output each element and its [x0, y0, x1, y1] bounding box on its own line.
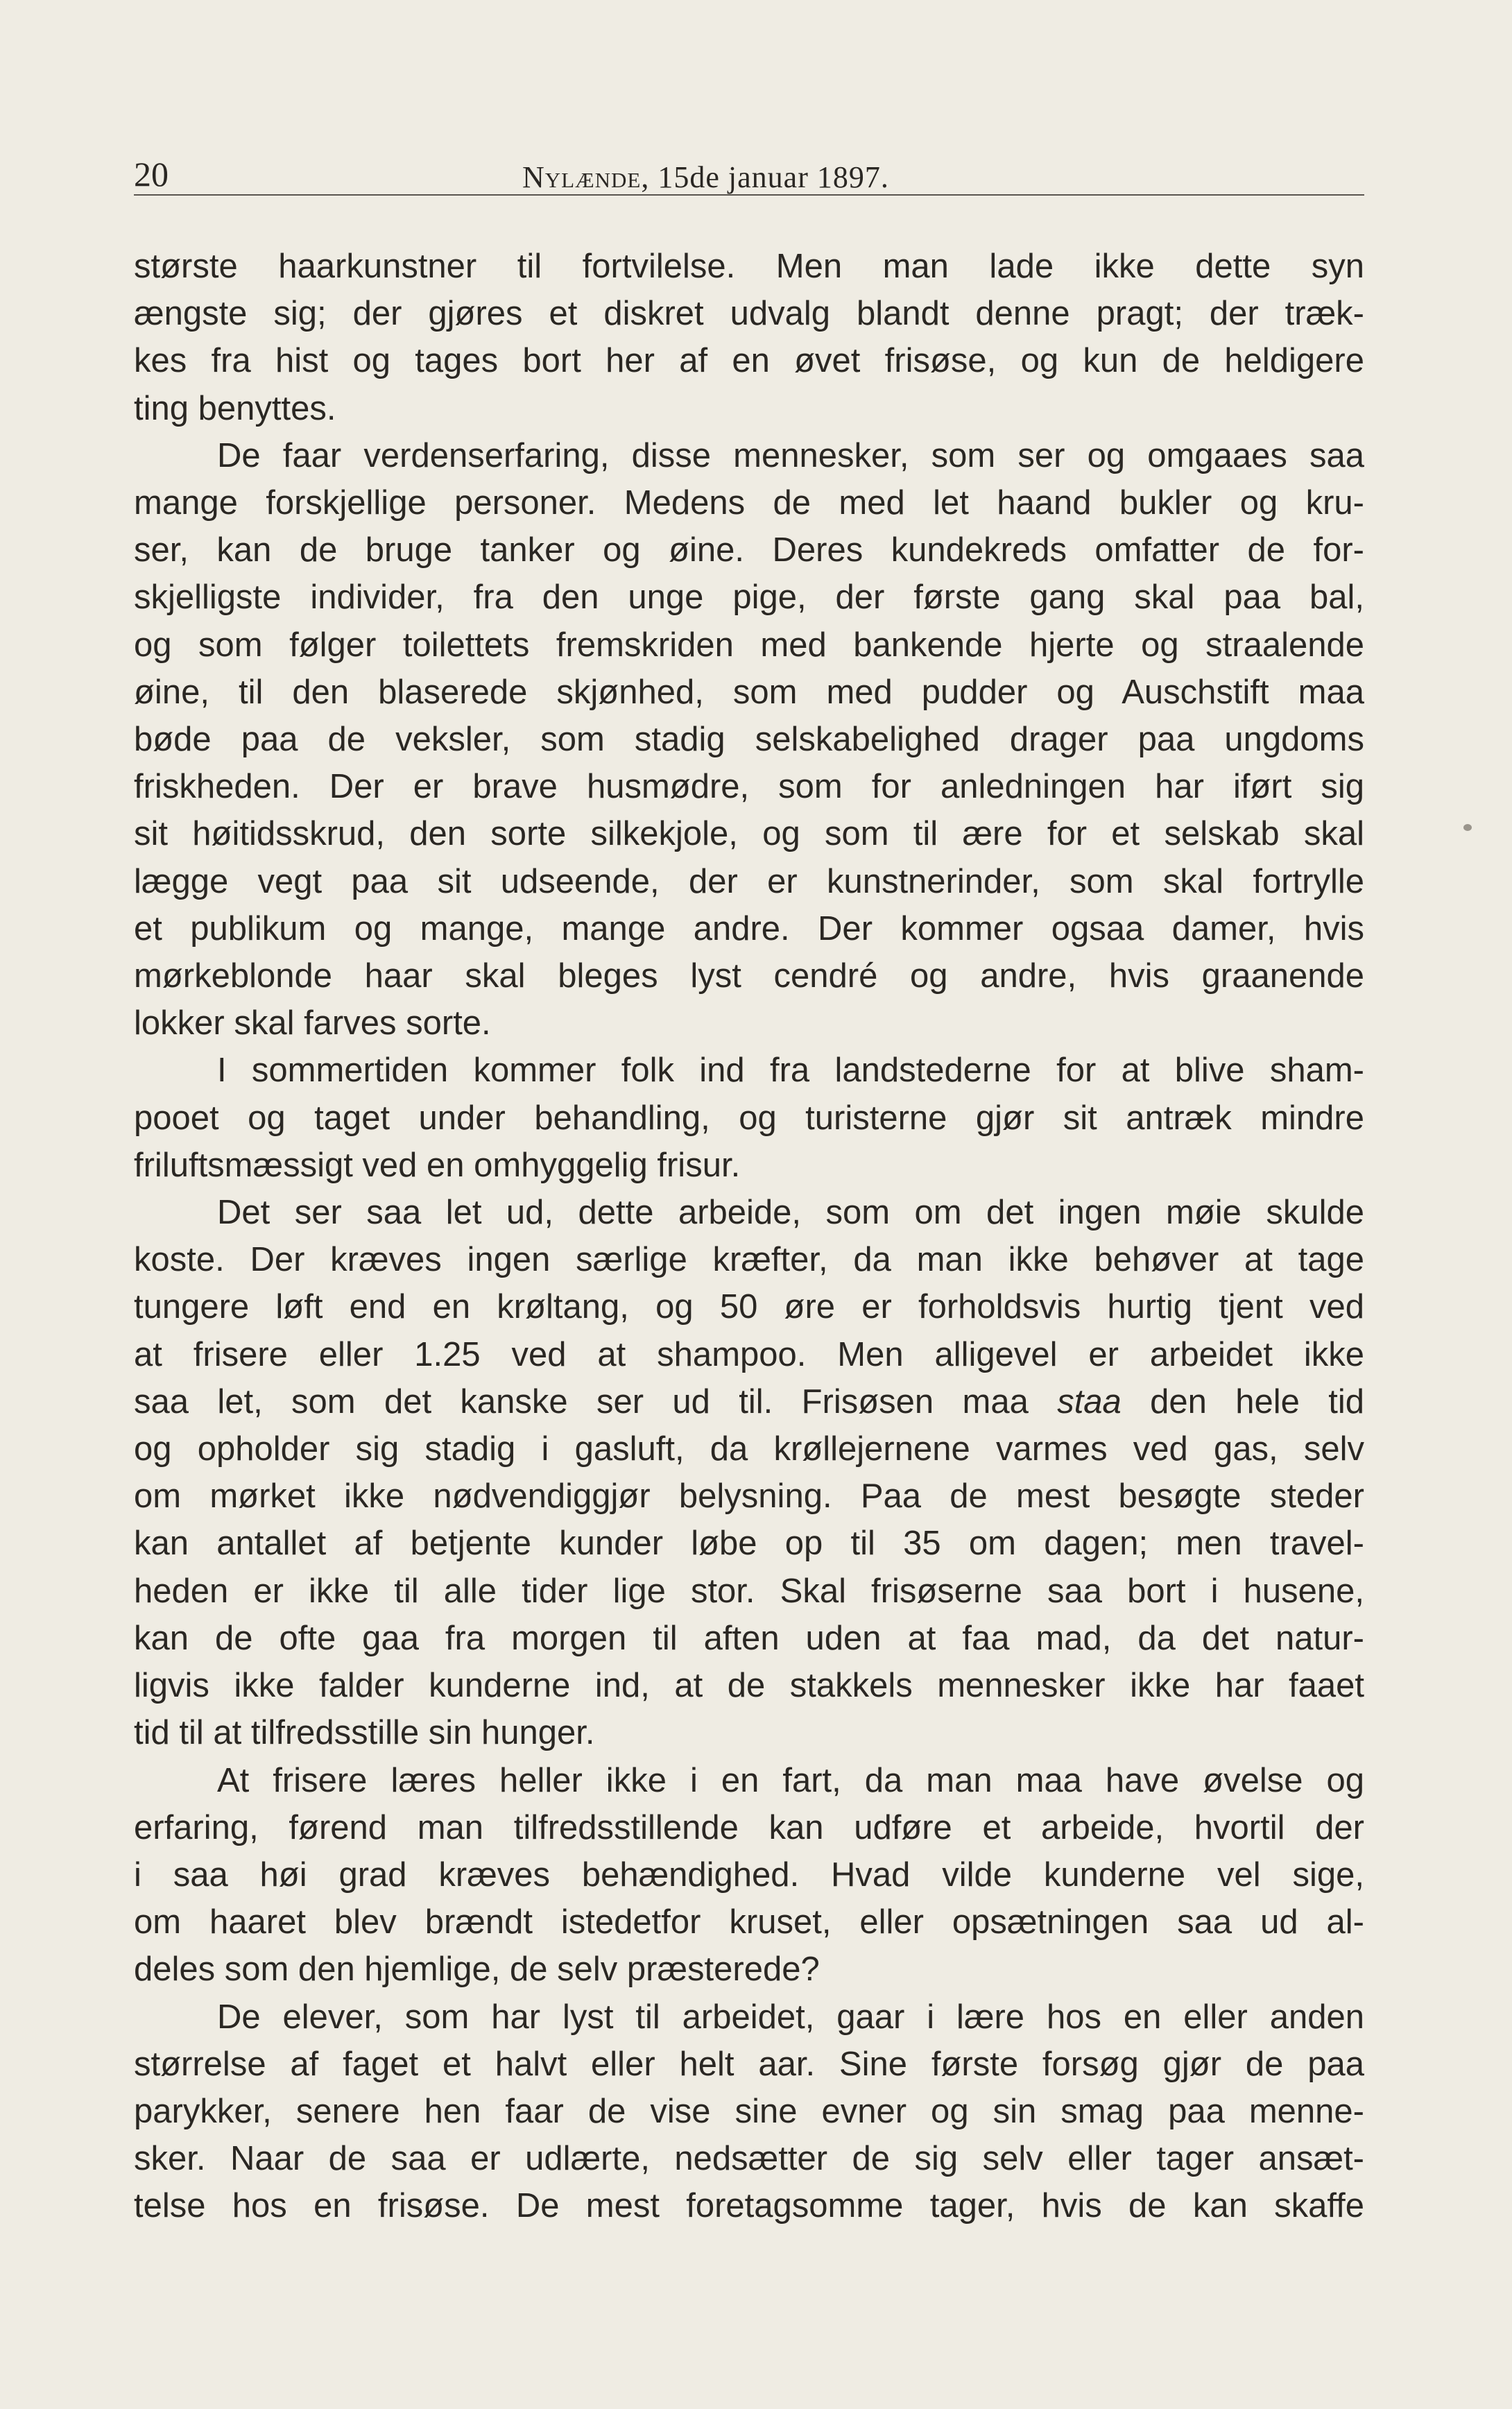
text-line: og som følger toilettets fremskriden med bankende hjerte og straalende [134, 626, 1364, 664]
text-line: Det ser saa let ud, dette arbeide, som om det ingen møie skulde [217, 1194, 1364, 1232]
text-line: at frisere eller 1.25 ved at shampoo. Men alligevel er arbeidet ikke [134, 1335, 1364, 1373]
text-line: skjelligste individer, fra den unge pige, der første gang skal paa bal, [134, 578, 1364, 617]
text-line: lægge vegt paa sit udseende, der er kunstnerinder, som skal fortrylle [134, 862, 1364, 900]
text-line: sit høitidsskrud, den sorte silkekjole, og som til ære for et selskab skal [134, 815, 1364, 853]
text-line: kan antallet af betjente kunder løbe op til 35 om dagen; men travel- [134, 1525, 1364, 1563]
text-line: erfaring, førend man tilfredsstillende kan udføre et arbeide, hvortil der [134, 1808, 1364, 1846]
paragraph [134, 243, 1364, 432]
text-line: kan de ofte gaa fra morgen til aften uden at faa mad, da det natur- [134, 1619, 1364, 1657]
text-line: størrelse af faget et halvt eller helt aar. Sine første forsøg gjør de paa [134, 2045, 1364, 2083]
paper-speck [1463, 824, 1472, 831]
text-line: tid til at tilfredsstille sin hunger. [134, 1714, 595, 1752]
text-line: om haaret blev brændt istedetfor kruset, eller opsætningen saa ud al- [134, 1903, 1364, 1941]
text-line: parykker, senere hen faar de vise sine evner og sin smag paa menne- [134, 2092, 1364, 2130]
text-line: ser, kan de bruge tanker og øine. Deres kundekreds omfatter de for- [134, 531, 1364, 569]
text-line: I sommertiden kommer folk ind fra landstederne for at blive sham- [217, 1052, 1364, 1090]
paragraph [134, 1994, 1364, 2230]
text-line: friluftsmæssigt ved en omhyggelig frisur. [134, 1146, 741, 1184]
text-line: sker. Naar de saa er udlærte, nedsætter de sig selv eller tager ansæt- [134, 2140, 1364, 2178]
journal-name: Nylænde, [522, 160, 650, 194]
text-line: friskheden. Der er brave husmødre, som for anledningen har iført sig [134, 768, 1364, 806]
text-line: ting benyttes. [134, 389, 336, 427]
text-line: lokker skal farves sorte. [134, 1004, 491, 1043]
text-line: største haarkunstner til fortvilelse. Men man lade ikke dette syn [134, 248, 1364, 285]
text-fragment: saa let, som det kanske ser ud til. Frisøsen maa [134, 1382, 1058, 1421]
article-body [134, 243, 1364, 2230]
text-line [134, 1378, 1364, 1425]
text-line: og opholder sig stadig i gasluft, da krøllejernene varmes ved gas, selv [134, 1430, 1364, 1468]
text-line: om mørket ikke nødvendiggjør belysning. Paa de mest besøgte steder [134, 1477, 1364, 1516]
emphasized-word: staa [1057, 1382, 1122, 1421]
text-line: ligvis ikke falder kunderne ind, at de stakkels mennesker ikke har faaet [134, 1667, 1364, 1705]
paragraph [134, 1757, 1364, 1994]
text-line: De elever, som har lyst til arbeidet, gaar i lære hos en eller anden [217, 1998, 1364, 2036]
text-line: heden er ikke til alle tider lige stor. Skal frisøserne saa bort i husene, [134, 1572, 1364, 1610]
paragraph [134, 432, 1364, 1047]
text-line: i saa høi grad kræves behændighed. Hvad vilde kunderne vel sige, [134, 1855, 1364, 1894]
text-line: telse hos en frisøse. De mest foretagsomme tager, hvis de kan skaffe [134, 2187, 1364, 2225]
text-line: øine, til den blaserede skjønhed, som med pudder og Auschstift maa [134, 673, 1364, 711]
text-line: bøde paa de veksler, som stadig selskabelighed drager paa ungdoms [134, 721, 1364, 759]
text-line: At frisere læres heller ikke i en fart, da man maa have øvelse og [217, 1761, 1364, 1799]
text-line: et publikum og mange, mange andre. Der kommer ogsaa damer, hvis [134, 909, 1364, 948]
text-line: koste. Der kræves ingen særlige kræfter, da man ikke behøver at tage [134, 1241, 1364, 1279]
text-line: deles som den hjemlige, de selv præsterede? [134, 1951, 820, 1989]
text-line: kes fra hist og tages bort her af en øvet frisøse, og kun de heldigere [134, 342, 1364, 380]
text-line: ængste sig; der gjøres et diskret udvalg blandt denne pragt; der træk- [134, 295, 1364, 333]
paragraph [134, 1047, 1364, 1189]
text-line: mange forskjellige personer. Medens de med let haand bukler og kru- [134, 484, 1364, 522]
text-line: pooet og taget under behandling, og turisterne gjør sit antræk mindre [134, 1099, 1364, 1137]
text-line: De faar verdenserfaring, disse mennesker, som ser og omgaaes saa [217, 436, 1364, 474]
running-header [134, 146, 1364, 196]
text-line: tungere løft end en krøltang, og 50 øre er forholdsvis hurtig tjent ved [134, 1288, 1364, 1326]
text-line: mørkeblonde haar skal bleges lyst cendré og andre, hvis graanende [134, 957, 1364, 995]
issue-date: 15de januar 1897. [649, 160, 889, 194]
running-title [522, 160, 889, 195]
text-fragment: den hele tid [1121, 1382, 1364, 1421]
paragraph [134, 1189, 1364, 1756]
page-number: 20 [134, 155, 169, 194]
